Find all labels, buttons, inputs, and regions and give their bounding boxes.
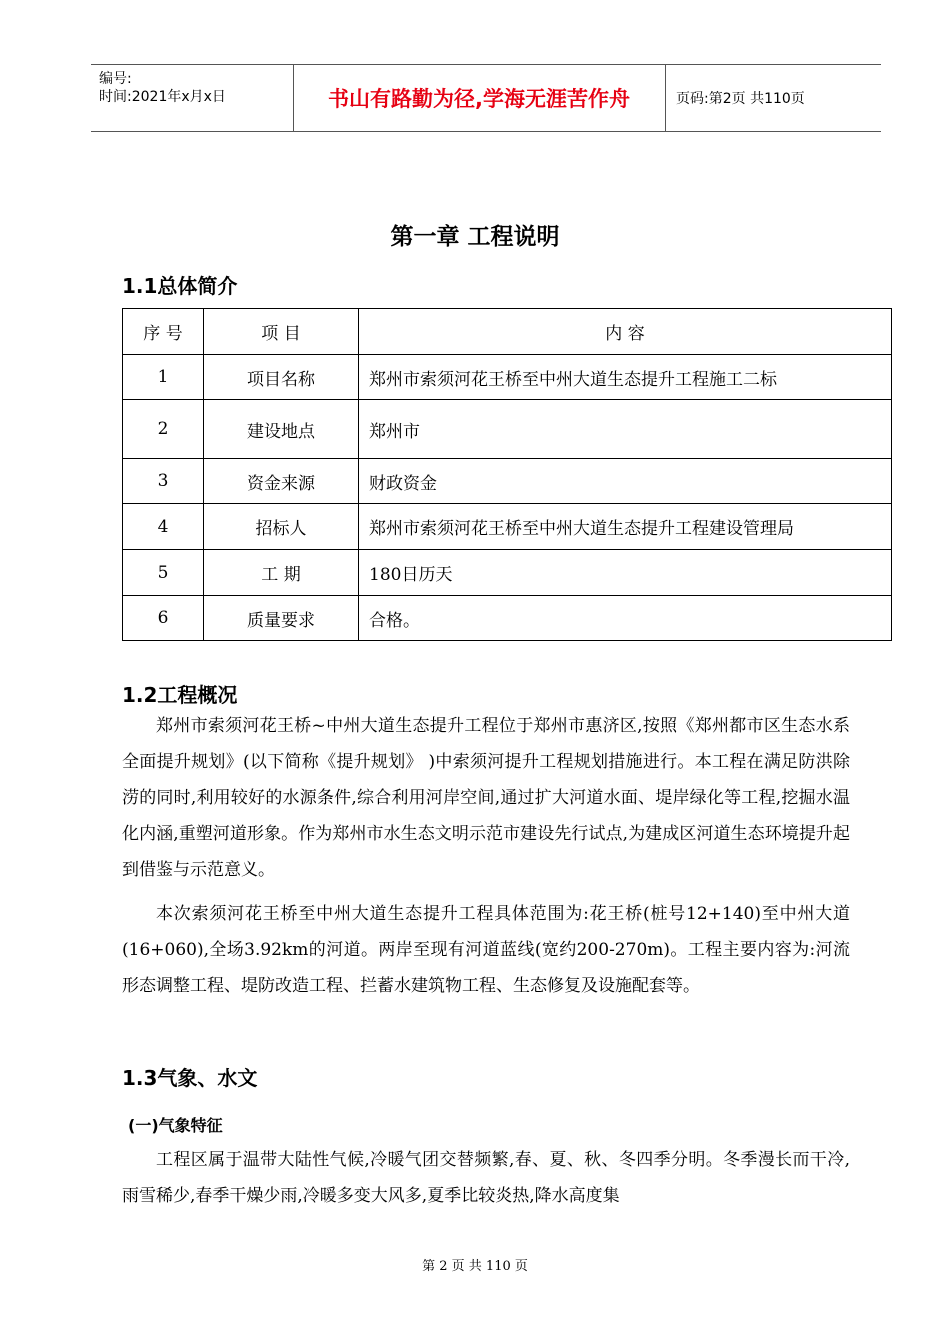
paragraph-overview-2: 本次索须河花王桥至中州大道生态提升工程具体范围为:花王桥(桩号12+140)至中州大道(16+060),全场3.92km的河道。两岸至现有河道蓝线(宽约200-270m)。工程主要内容为:河流形态调整工程、堤防改造工程、拦蓄水建筑物工程、生态修复及设施配套等。 [122, 904, 850, 996]
project-info-table [122, 308, 892, 641]
row-number: 4 [123, 504, 204, 550]
code-label: 编号: [99, 71, 132, 87]
row-item: 质量要求 [204, 596, 359, 641]
section-heading-1-2: 1.2工程概况 [122, 683, 238, 707]
section-heading-1-3: 1.3气象、水文 [122, 1066, 258, 1090]
row-number: 6 [123, 596, 204, 641]
header-meta-cell [91, 65, 294, 131]
row-number: 2 [123, 400, 204, 459]
table-header-cell: 内 容 [359, 309, 892, 355]
page-header [91, 64, 881, 132]
row-item: 招标人 [204, 504, 359, 550]
row-number: 1 [123, 355, 204, 400]
row-content: 郑州市 [359, 400, 892, 459]
table-row [123, 596, 892, 641]
table-header-row [123, 309, 892, 355]
page-footer: 第 2 页 共 110 页 [422, 1259, 528, 1274]
time-label: 时间:2021年x月x日 [99, 89, 226, 105]
row-item: 工 期 [204, 550, 359, 596]
table-row [123, 504, 892, 550]
paragraph-overview-1: 郑州市索须河花王桥~中州大道生态提升工程位于郑州市惠济区,按照《郑州都市区生态水系全面提升规划》(以下简称《提升规划》 )中索须河提升工程规划措施进行。本工程在满足防洪除涝的同时,利用较好的水源条件,综合利用河岸空间,通过扩大河道水面、堤岸绿化等工程,挖掘水温化内涵,重塑河道形象。作为郑州市水生态文明示范市建设先行试点,为建成区河道生态环境提升起到借鉴与示范意义。 [122, 716, 850, 880]
table-row [123, 550, 892, 596]
header-motto: 书山有路勤为径,学海无涯苦作舟 [293, 65, 666, 131]
table-row [123, 400, 892, 459]
table-row [123, 355, 892, 400]
row-number: 5 [123, 550, 204, 596]
row-content: 合格。 [359, 596, 892, 641]
table-row [123, 459, 892, 504]
row-item: 资金来源 [204, 459, 359, 504]
section-heading-1-1: 1.1总体简介 [122, 274, 238, 298]
row-item: 建设地点 [204, 400, 359, 459]
chapter-title: 第一章 工程说明 [390, 224, 560, 250]
row-content: 财政资金 [359, 459, 892, 504]
row-item: 项目名称 [204, 355, 359, 400]
paragraph-climate: 工程区属于温带大陆性气候,冷暖气团交替频繁,春、夏、秋、冬四季分明。冬季漫长而干冷,雨雪稀少,春季干燥少雨,冷暖多变大风多,夏季比较炎热,降水高度集 [122, 1150, 850, 1206]
row-number: 3 [123, 459, 204, 504]
row-content: 郑州市索须河花王桥至中州大道生态提升工程施工二标 [359, 355, 892, 400]
subsection-heading-climate: (一)气象特征 [128, 1116, 223, 1135]
table-header-cell: 项 目 [204, 309, 359, 355]
header-page-number: 页码:第2页 共110页 [676, 91, 805, 107]
table-header-cell: 序 号 [123, 309, 204, 355]
row-content: 郑州市索须河花王桥至中州大道生态提升工程建设管理局 [359, 504, 892, 550]
row-content: 180日历天 [359, 550, 892, 596]
